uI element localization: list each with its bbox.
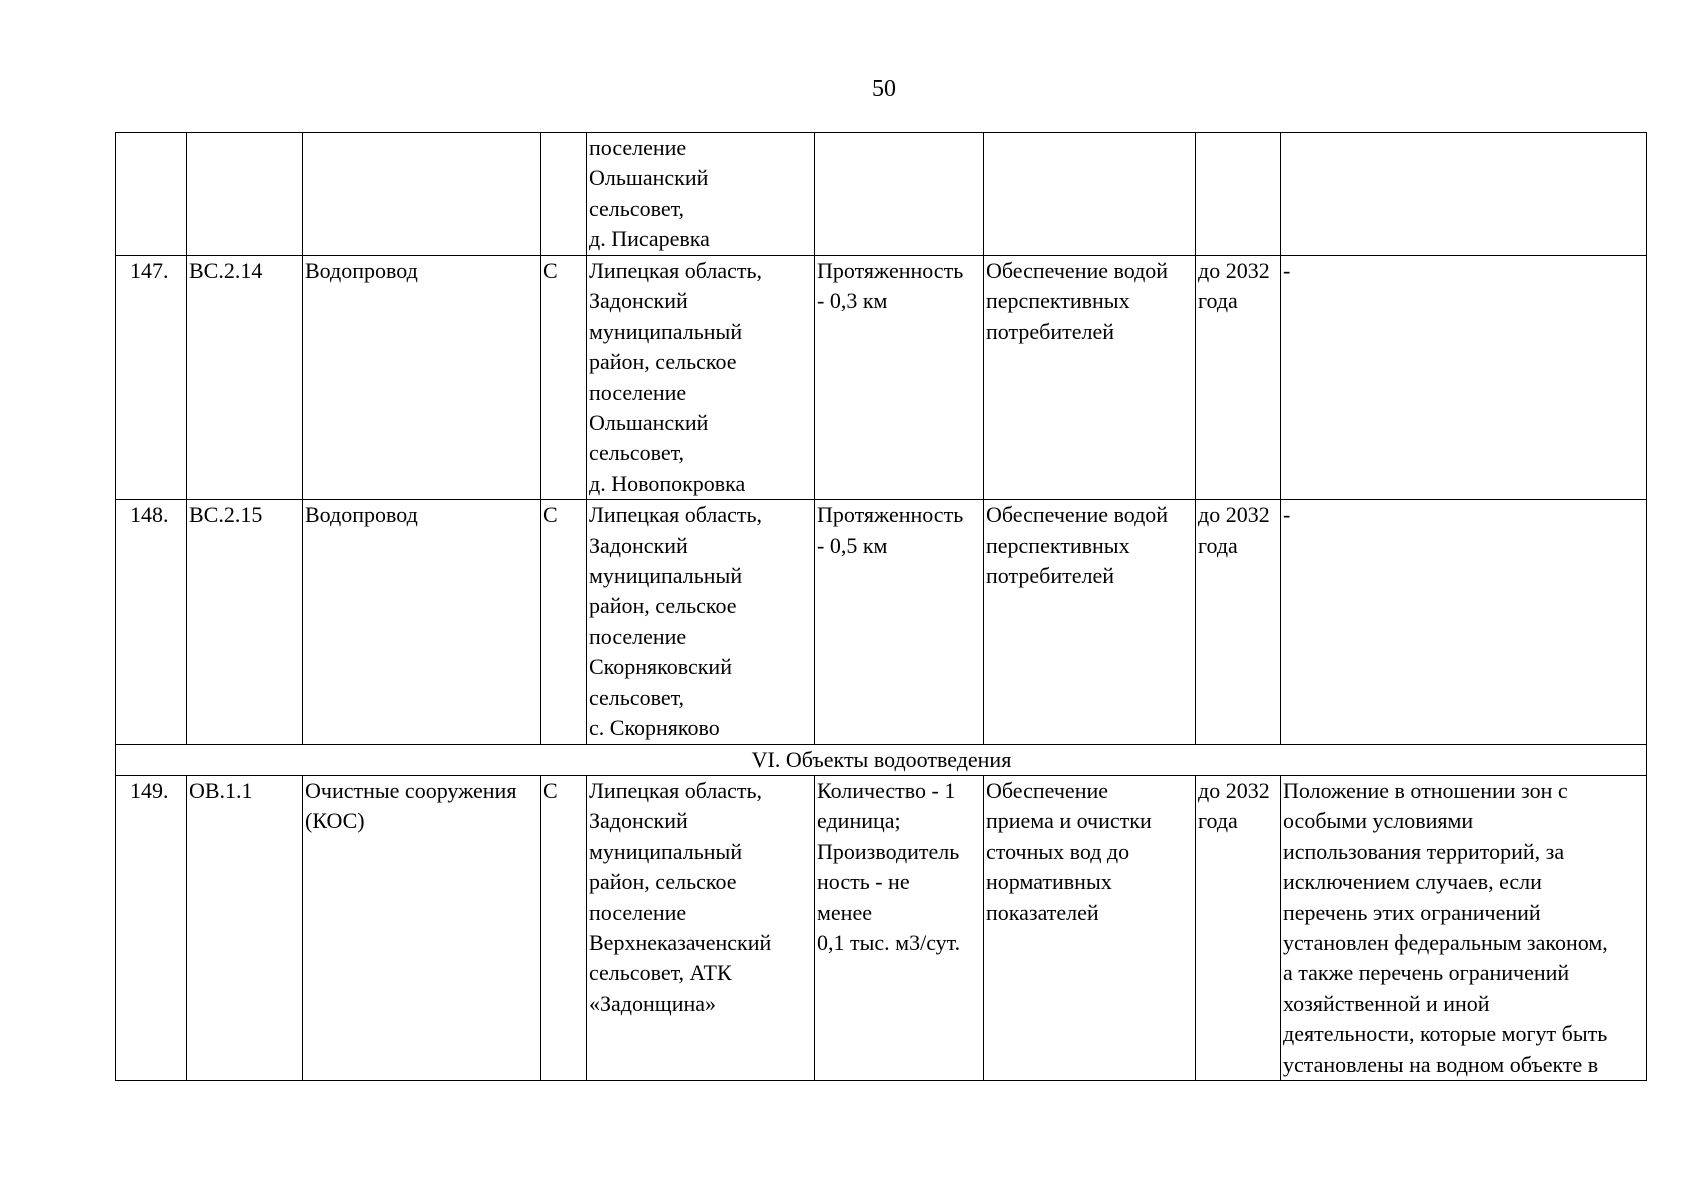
zones-line: использования территорий, за [1283,838,1565,864]
term-line: года [1198,288,1238,314]
location-line: сельсовет, АТК [589,960,732,986]
cell-name [303,256,541,500]
cell-name [303,775,541,1080]
table-row [116,775,1647,1080]
location-line: район, сельское [589,869,737,895]
name-line: Водопровод [305,502,418,528]
cell-characteristics [815,775,984,1080]
name-line: Очистные сооружения [305,777,517,803]
name-line: (КОС) [305,808,365,834]
cell-location [587,500,815,744]
objects-table [115,132,1647,1081]
characteristics-line: единица; [817,808,901,834]
location-line: сельсовет, [589,195,685,221]
cell-code: ВС.2.15 [187,500,303,744]
cell-location [587,256,815,500]
characteristics-line: 0,1 тыс. м3/сут. [817,929,961,955]
cell-term [1196,256,1281,500]
cell-characteristics [815,256,984,500]
cell-characteristics [815,500,984,744]
location-line: Липецкая область, [589,258,763,283]
cell-status: С [541,256,587,500]
cell-zones [1281,500,1647,744]
cell-name [303,133,541,256]
location-line: «Задонщина» [589,990,717,1016]
cell-term [1196,500,1281,744]
zones-line: исключением случаев, если [1283,869,1542,895]
zones-line: а также перечень ограничений [1283,960,1570,986]
cell-code: ОВ.1.1 [187,775,303,1080]
location-line: поселение [589,623,687,649]
location-line: муниципальный [589,838,743,864]
name-line: Водопровод [305,258,418,283]
location-line: поселение [589,135,687,160]
zones-line: - [1283,258,1291,283]
location-line: Липецкая область, [589,777,763,803]
location-line: поселение [589,899,687,925]
characteristics-line: Протяженность [817,502,964,528]
location-line: Скорняковский [589,654,732,680]
zones-line: Положение в отношении зон с [1283,777,1568,803]
cell-purpose [984,500,1196,744]
purpose-line: сточных вод до [986,838,1130,864]
zones-line: установлены на водном объекте в [1283,1051,1599,1077]
characteristics-line: Количество - 1 [817,777,956,803]
cell-num: 149. [116,775,187,1080]
purpose-line: потребителей [986,318,1114,344]
zones-line: установлен федеральным законом, [1283,929,1608,955]
cell-status [541,133,587,256]
zones-line: перечень этих ограничений [1283,899,1541,925]
cell-num: 147. [116,256,187,500]
cell-purpose [984,256,1196,500]
cell-code [187,133,303,256]
location-line: район, сельское [589,349,737,375]
location-line: Липецкая область, [589,502,763,528]
purpose-line: перспективных [986,532,1130,558]
purpose-line: Обеспечение водой [986,502,1169,528]
cell-status: С [541,775,587,1080]
cell-zones [1281,133,1647,256]
section-row [116,744,1647,775]
characteristics-line: ность - не [817,869,910,895]
section-title: VI. Объекты водоотведения [116,744,1647,775]
purpose-line: Обеспечение водой [986,258,1169,283]
term-line: года [1198,808,1238,834]
characteristics-line: Производитель [817,838,960,864]
term-line: до 2032 [1198,258,1270,283]
location-line: Верхнеказаченский [589,929,772,955]
zones-line: хозяйственной и иной [1283,990,1490,1016]
purpose-line: показателей [986,899,1099,925]
cell-name [303,500,541,744]
characteristics-line: менее [817,899,872,925]
location-line: Задонский [589,288,688,314]
location-line: муниципальный [589,563,743,589]
location-line: д. Писаревка [589,226,710,252]
continuation-row [116,133,1647,256]
purpose-line: нормативных [986,869,1112,895]
location-line: д. Новопокровка [589,470,746,496]
purpose-line: перспективных [986,288,1130,314]
cell-purpose [984,133,1196,256]
cell-term [1196,775,1281,1080]
page-number: 50 [872,76,896,102]
cell-zones [1281,775,1647,1080]
cell-term [1196,133,1281,256]
cell-status: С [541,500,587,744]
cell-code: ВС.2.14 [187,256,303,500]
cell-zones [1281,256,1647,500]
cell-num: 148. [116,500,187,744]
location-line: Задонский [589,532,688,558]
location-line: поселение [589,379,687,405]
cell-characteristics [815,133,984,256]
location-line: сельсовет, [589,684,685,710]
zones-line: особыми условиями [1283,808,1474,834]
table-row [116,256,1647,500]
location-line: муниципальный [589,318,743,344]
location-line: сельсовет, [589,440,685,466]
characteristics-line: - 0,3 км [817,288,888,314]
term-line: до 2032 [1198,502,1270,528]
characteristics-line: Протяженность [817,258,964,283]
location-line: Ольшанский [589,410,709,436]
location-line: Задонский [589,808,688,834]
location-line: с. Скорняково [589,715,720,741]
cell-num [116,133,187,256]
zones-line: - [1283,502,1291,528]
location-line: Ольшанский [589,165,709,191]
cell-location [587,133,815,256]
term-line: года [1198,532,1238,558]
purpose-line: приема и очистки [986,808,1152,834]
zones-line: деятельности, которые могут быть [1283,1021,1608,1047]
cell-location [587,775,815,1080]
location-line: район, сельское [589,593,737,619]
characteristics-line: - 0,5 км [817,532,888,558]
purpose-line: Обеспечение [986,777,1108,803]
table-row [116,500,1647,744]
cell-purpose [984,775,1196,1080]
purpose-line: потребителей [986,563,1114,589]
term-line: до 2032 [1198,777,1270,803]
